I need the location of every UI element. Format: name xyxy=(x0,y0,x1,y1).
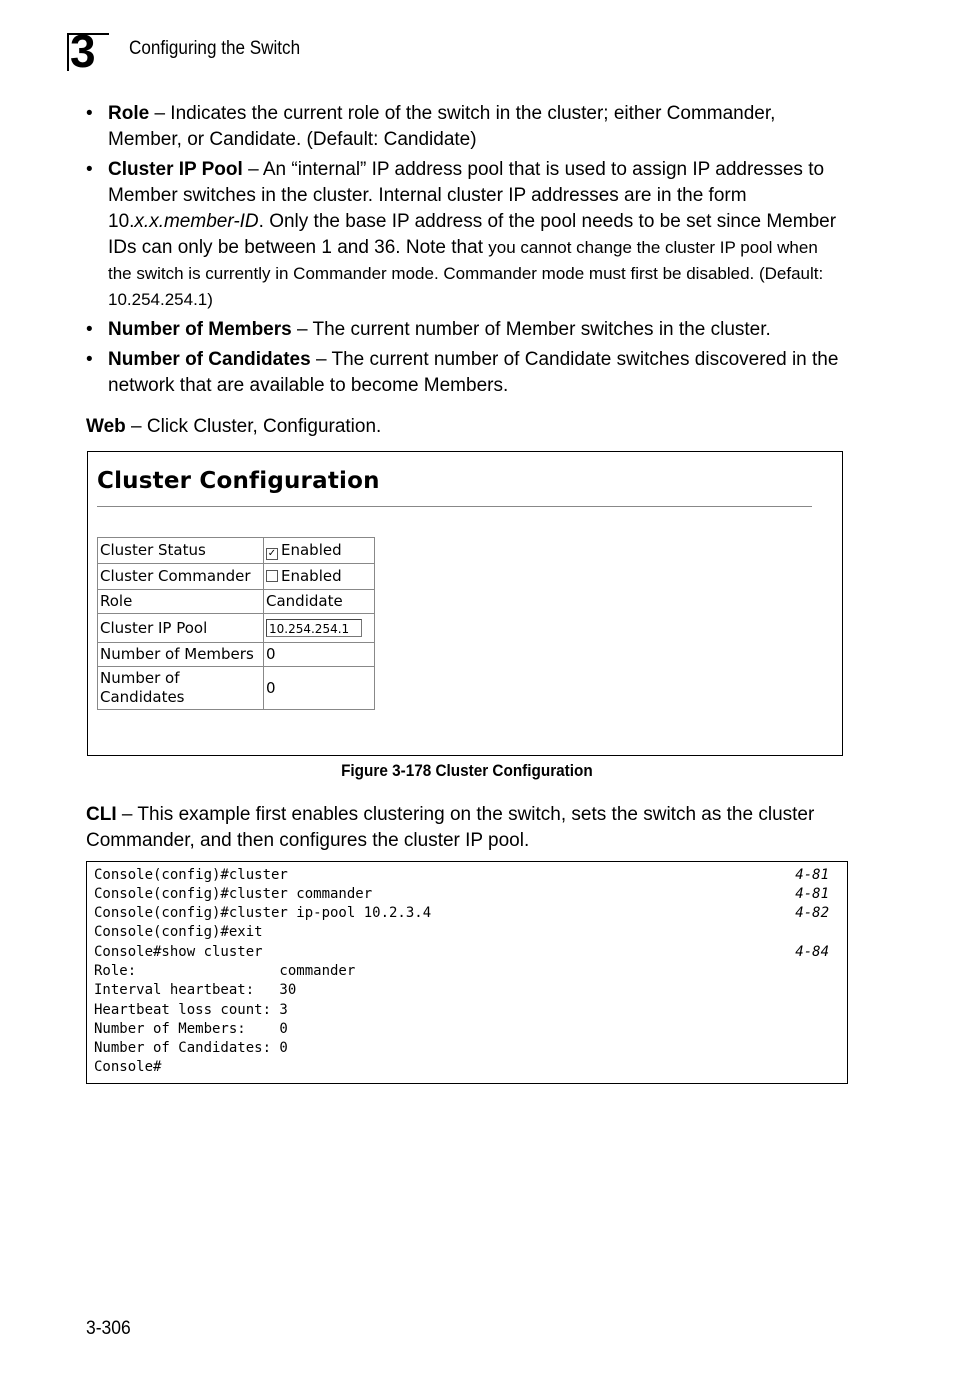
table-row xyxy=(98,590,375,614)
table-row xyxy=(98,564,375,590)
command-reference: 4-82 xyxy=(795,905,829,921)
members-value: 0 xyxy=(264,643,375,667)
list-item-cluster-ip-pool xyxy=(86,157,846,313)
table-row xyxy=(98,614,375,643)
bullet-icon: • xyxy=(86,159,93,180)
parameter-list xyxy=(86,101,846,403)
checkbox-label: Enabled xyxy=(281,541,342,559)
title-divider xyxy=(97,506,812,507)
cli-example xyxy=(86,861,848,1084)
term: Role xyxy=(108,103,150,124)
row-label-line: Number of xyxy=(100,669,180,687)
bullet-icon: • xyxy=(86,319,93,340)
cli-term: CLI xyxy=(86,804,117,825)
row-label-line: Candidates xyxy=(100,688,185,706)
table-row xyxy=(98,667,375,710)
page-title: Cluster Configuration xyxy=(97,468,380,494)
bullet-icon: • xyxy=(86,103,93,124)
row-label: Number of Members xyxy=(98,643,264,667)
page-number: 3-306 xyxy=(86,1318,131,1339)
description: . Only the base IP address of the pool needs to be set since Member IDs can only be between 1 and 36. Note that xyxy=(108,211,837,258)
list-item-role xyxy=(86,101,846,153)
web-term: Web xyxy=(86,416,126,437)
code-line: Heartbeat loss count: 3 xyxy=(94,1002,288,1018)
candidates-value: 0 xyxy=(264,667,375,710)
bullet-icon: • xyxy=(86,349,93,370)
code-line: Console#show cluster xyxy=(94,944,263,960)
code-line: Console(config)#cluster xyxy=(94,867,288,883)
figure-caption: Figure 3-178 Cluster Configuration xyxy=(341,761,593,780)
command-reference: 4-84 xyxy=(795,944,829,960)
description-italic: x.x.member-ID xyxy=(134,211,259,232)
description: – The current number of Member switches in the cluster. xyxy=(291,319,771,340)
chapter-number: 3 xyxy=(70,25,95,77)
code-line: Console(config)#exit xyxy=(94,924,263,940)
code-line: Console# xyxy=(94,1059,162,1075)
row-label xyxy=(98,667,264,710)
command-reference: 4-81 xyxy=(795,886,829,902)
code-line: Role: commander xyxy=(94,963,356,979)
cli-text: – This example first enables clustering on the switch, sets the switch as the cluster Commander, and then configures the cluster IP pool. xyxy=(86,804,815,851)
description: – The current number of Candidate switches discovered in the network that are available to become Members. xyxy=(108,349,839,396)
term: Number of Candidates xyxy=(108,349,311,370)
cluster-status-checkbox[interactable]: ✓ xyxy=(267,548,277,559)
code-line: Number of Candidates: 0 xyxy=(94,1040,288,1056)
term: Cluster IP Pool xyxy=(108,159,243,180)
row-label: Cluster IP Pool xyxy=(98,614,264,643)
row-label: Cluster Status xyxy=(98,538,264,564)
cluster-commander-checkbox[interactable] xyxy=(266,570,278,582)
term: Number of Members xyxy=(108,319,292,340)
role-value: Candidate xyxy=(264,590,375,614)
code-line: Console(config)#cluster commander xyxy=(94,886,373,902)
row-label: Cluster Commander xyxy=(98,564,264,590)
description: – An “internal” IP address pool that is used to assign IP addresses to Member switches in the cluster. Internal cluster IP addresses are in the form 10. xyxy=(108,159,825,232)
description: – Indicates the current role of the switch in the cluster; either Commander, Member, or Candidate. (Default: Candidate) xyxy=(108,103,776,150)
code-line: Number of Members: 0 xyxy=(94,1021,288,1037)
description-note: you cannot change the cluster IP pool when the switch is currently in Commander mode. Commander mode must first be disabled. (Default: 10.254.254.1) xyxy=(108,238,824,309)
list-item-number-of-candidates xyxy=(86,347,846,399)
code-line: Interval heartbeat: 30 xyxy=(94,982,297,998)
web-instruction xyxy=(86,414,856,440)
web-text: – Click Cluster, Configuration. xyxy=(125,416,382,437)
table-row xyxy=(98,643,375,667)
table-row xyxy=(98,538,375,564)
command-reference: 4-81 xyxy=(795,867,829,883)
checkbox-label: Enabled xyxy=(281,567,342,585)
cluster-configuration-screenshot xyxy=(87,451,843,756)
cluster-config-table xyxy=(97,537,375,710)
section-title: Configuring the Switch xyxy=(129,38,301,59)
code-line: Console(config)#cluster ip-pool 10.2.3.4 xyxy=(94,905,432,921)
cluster-ip-pool-input[interactable]: 10.254.254.1 xyxy=(266,619,362,637)
list-item-number-of-members xyxy=(86,317,846,343)
cli-instruction xyxy=(86,802,856,854)
row-label: Role xyxy=(98,590,264,614)
